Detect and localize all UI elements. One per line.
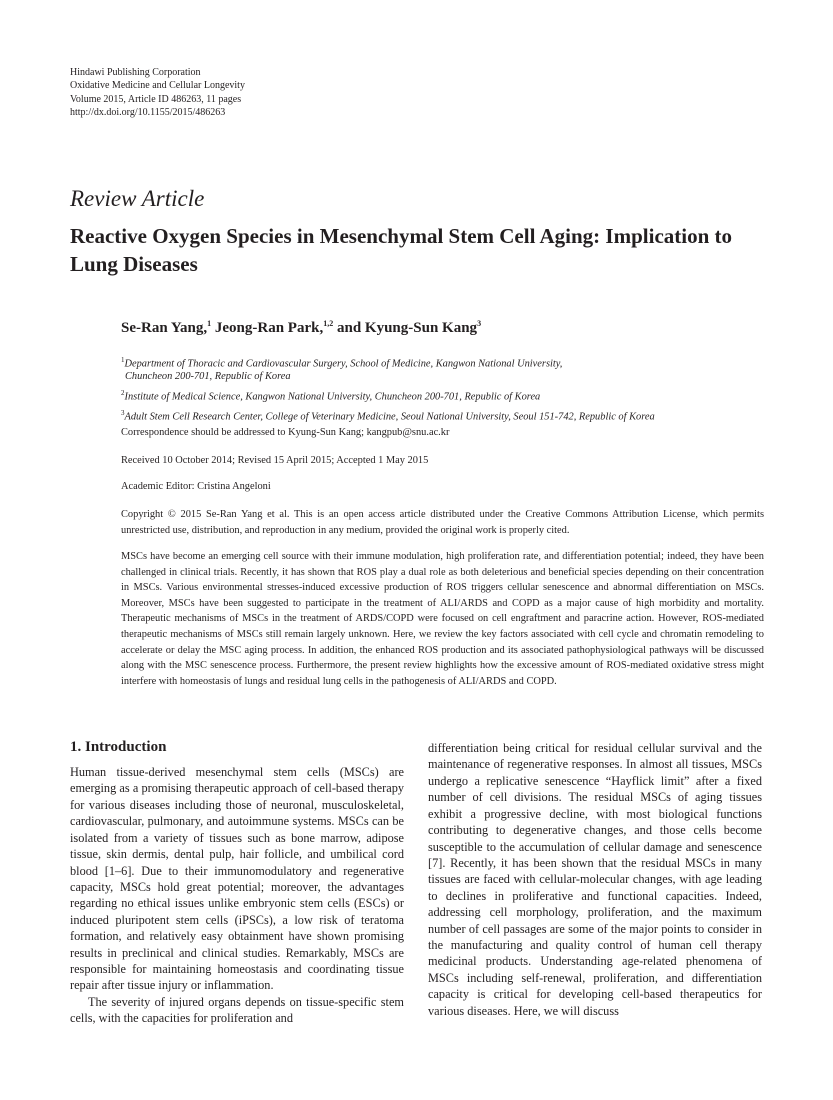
article-title: Reactive Oxygen Species in Mesenchymal Stem Cell Aging: Implication to Lung Diseases [70, 224, 733, 276]
author-affiliation-mark: 3 [477, 319, 482, 328]
journal-info [70, 66, 245, 120]
affiliation-mark: 3 [121, 408, 125, 417]
volume-line: Volume 2015, Article ID 486263, 11 pages [70, 93, 242, 105]
author-affiliation-mark: 1,2 [323, 319, 334, 328]
affiliation-text: Department of Thoracic and Cardiovascular Surgery, School of Medicine, Kangwon National University, [124, 358, 563, 370]
journal-name: Oxidative Medicine and Cellular Longevity [70, 80, 245, 92]
author-name: Jeong-Ran Park, [214, 320, 324, 336]
affiliation-text: Adult Stem Cell Research Center, College of Veterinary Medicine, Seoul National University, Seoul 151-742, Republic of Korea [124, 411, 655, 423]
affiliation-text-continued: Chuncheon 200-701, Republic of Korea [125, 371, 291, 383]
author-list [121, 319, 481, 337]
affiliation-mark: 1 [121, 356, 125, 364]
academic-editor: Academic Editor: Cristina Angeloni [121, 481, 271, 492]
author-name: Kyung-Sun Kang [364, 320, 478, 336]
correspondence: Correspondence should be addressed to Kyung-Sun Kang; kangpub@snu.ac.kr [121, 427, 450, 438]
author-name: Se-Ran Yang, [121, 320, 208, 336]
body-column-right [428, 740, 762, 1019]
publication-dates: Received 10 October 2014; Revised 15 April 2015; Accepted 1 May 2015 [121, 455, 429, 466]
abstract: MSCs have become an emerging cell source with their immune modulation, high proliferation rate, and differentiation potential; indeed, they have been challenged in clinical trials. Recently, it has shown that ROS play a dual role as both deleterious and beneficial species depending on their concentration in MSCs. Various environmental stresses-induced excessive production of ROS triggers cellular senescence and abnormal differentiation on MSCs. Moreover, MSCs have been suggested to participate in the treatment of ALI/ARDS and COPD as a major cause of high morbidity and mortality. Therapeutic mechanisms of MSCs in the treatment of ARDS/COPD were focused on cell engraftment and paracrine action. However, ROS-mediated therapeutic mechanisms of MSCs still remain largely unknown. Here, we review the key factors associated with cell cycle and chromatin remodeling to accelerate or delay the MSC aging process. In addition, the enhanced ROS production and its associated pathophysiological pathways will be discussed along with the MSC senescence process. Furthermore, the present review highlights how the excessive amount of ROS-mediated oxidative stress might interfere with homeostasis of lungs and residual lung cells in the pathogenesis of ALI/ARDS and COPD. [121, 551, 764, 687]
affiliation-mark: 2 [121, 388, 125, 397]
section-heading: 1. Introduction [70, 739, 167, 755]
body-paragraph: The severity of injured organs depends on tissue-specific stem cells, with the capacities for proliferation and [70, 994, 404, 1026]
body-paragraph: differentiation being critical for residual cellular survival and the maintenance of regenerative responses. In almost all tissues, MSCs undergo a replicative senescence “Hayflick limit” after a fixed number of cell divisions. The residual MSCs of aging tissues exhibit a progressive decline, with most biological functions contributing to degenerative changes, and those cells become susceptible to the accumulation of cellular damage and senescence [7]. Recently, it has been shown that the residual MSCs in many tissues are faced with cellular-molecular changes, with age leading to declines in proliferative and functional capacities. Indeed, addressing cell morphology, proliferation, and the maximum number of cell passages are some of the major points to consider in the manufacturing and quality control of human cell therapy medicinal products. Understanding age-related phenomena of MSCs including self-renewal, proliferation, and differentiation capacity is critical for developing cell-based therapeutics for various diseases. Here, we will discuss [428, 741, 762, 1018]
publisher: Hindawi Publishing Corporation [70, 67, 201, 78]
article-type: Review Article [70, 186, 205, 211]
affiliation [121, 407, 771, 424]
copyright-notice: Copyright © 2015 Se-Ran Yang et al. This is an open access article distributed under the Creative Commons Attribution License, which permits unrestricted use, distribution, and reproduction in any medium, provided the original work is properly cited. [121, 509, 764, 536]
author-conjunction: and [336, 320, 362, 336]
affiliations [121, 354, 771, 427]
body-paragraph: Human tissue-derived mesenchymal stem cells (MSCs) are emerging as a promising therapeutic approach of cell-based therapy for various diseases including those of neuronal, musculoskeletal, cardiovascular, pulmonary, and autoimmune systems. MSCs can be isolated from a variety of tissues such as bone marrow, adipose tissue, skin dermis, dental pulp, hair follicle, and umbilical cord blood [1–6]. Due to their immunomodulatory and regenerative capacity, MSCs hold great potential; moreover, the advantages regarding no ethical issues unlike embryonic stem cells (ESCs) or induced pluripotent stem cells (iPSCs), a low risk of teratoma formation, and relatively easy obtainment have shown promising results in preclinical and clinical studies. Remarkably, MSCs are responsible for maintaining homeostasis and coordinating tissue repair after tissue injury or inflammation. [70, 765, 404, 993]
affiliation [121, 387, 771, 404]
affiliation [121, 354, 771, 384]
doi-link[interactable]: http://dx.doi.org/10.1155/2015/486263 [70, 107, 226, 119]
body-column-left [70, 764, 404, 1027]
author-affiliation-mark: 1 [207, 319, 212, 328]
affiliation-text: Institute of Medical Science, Kangwon National University, Chuncheon 200-701, Republic of Korea [124, 391, 541, 403]
